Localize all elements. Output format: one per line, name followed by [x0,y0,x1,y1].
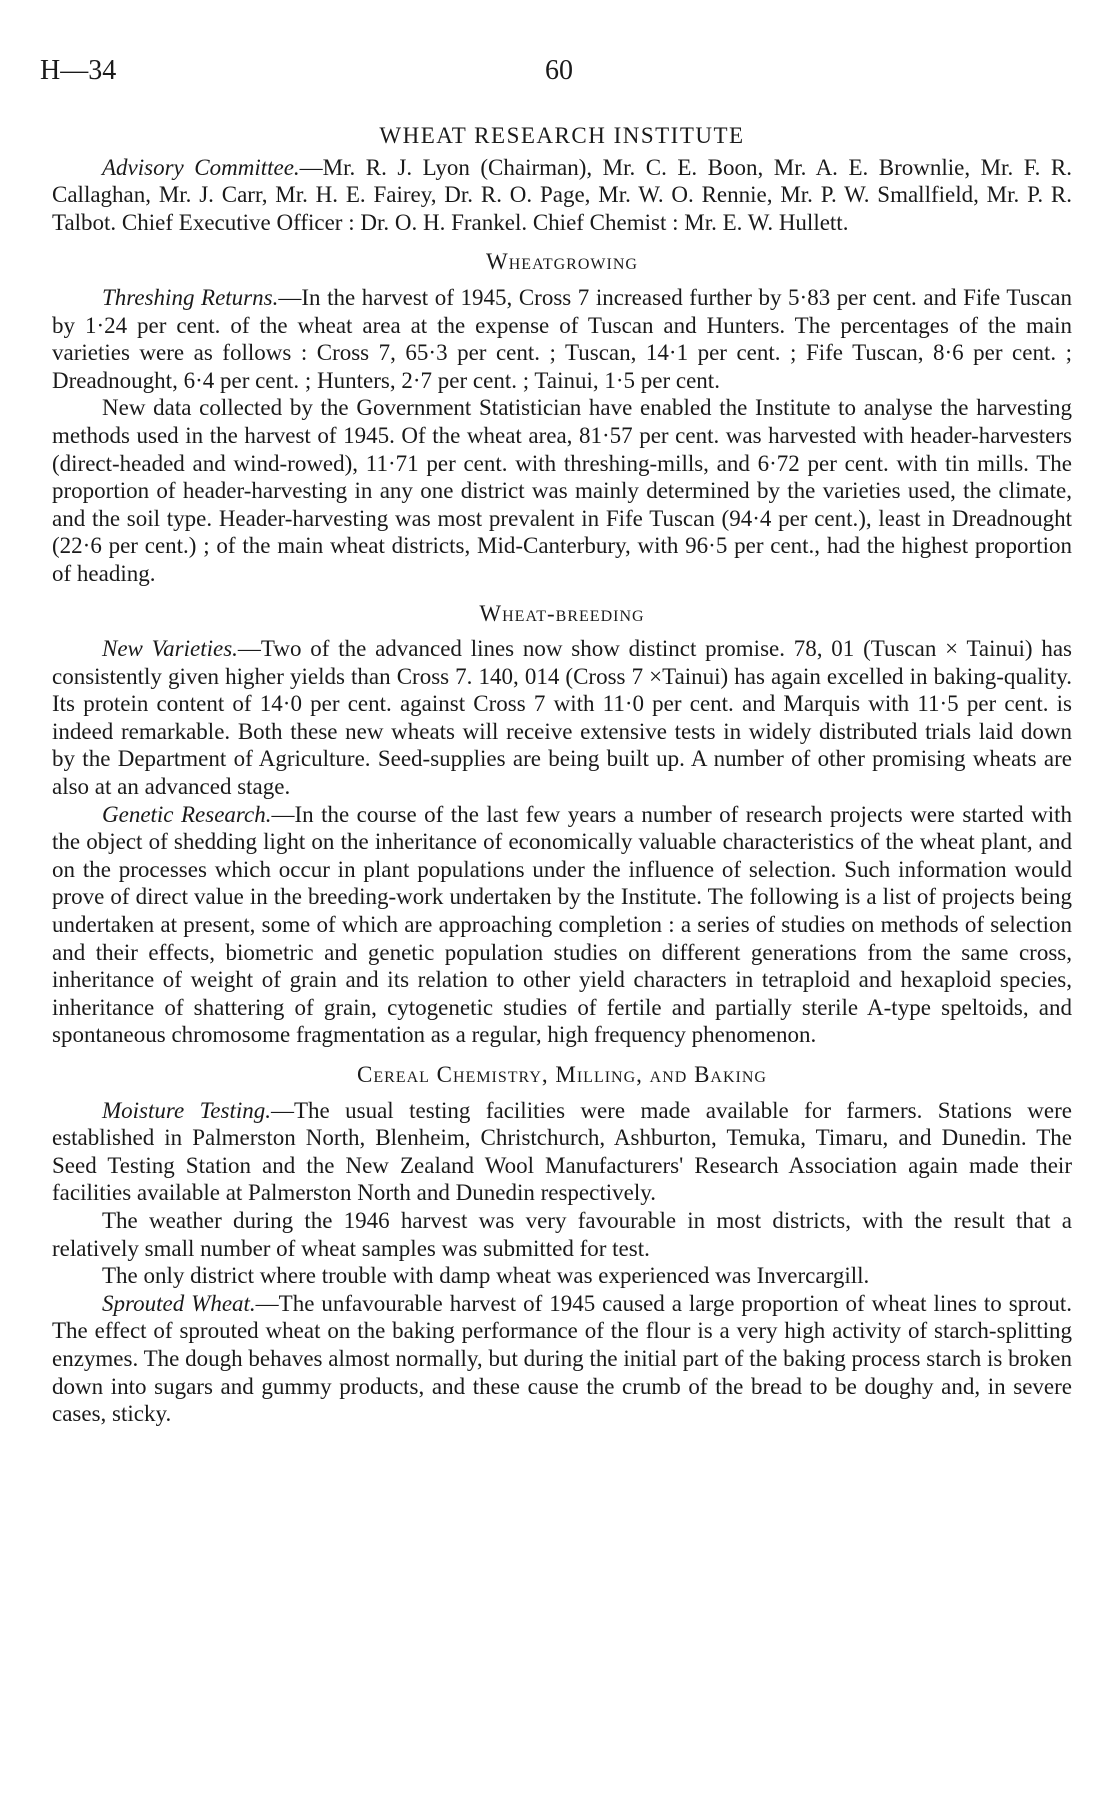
threshing-returns-lead: Threshing Returns. [102,284,279,310]
genetic-research-lead: Genetic Research. [102,801,272,827]
committee-text: —Mr. R. J. Lyon (Chairman), Mr. C. E. Boon, Mr. A. E. Brownlie, Mr. F. R. Callaghan, Mr. J. Carr, Mr. H. E. Fairey, Dr. R. O. Page, Mr. W. O. Rennie, Mr. P. W. Smallfield, Mr. P. R. Talbot. Chief Executive Officer : Dr. O. H. Frankel. Chief Chemist : Mr. E. W. Hullett. [52,154,1072,235]
section-heading-wheatgrowing: Wheatgrowing [486,249,638,275]
committee-paragraph [52,154,1072,237]
genetic-research-text: —In the course of the last few years a number of research projects were started with the object of shedding light on the inheritance of economically valuable characteristics of the wheat plant, and on the processes which occur in plant populations under the influence of selection. Such information would prove of direct value in the breeding-work undertaken by the Institute. The following is a list of projects being undertaken at present, some of which are approaching completion : a series of studies on methods of selection and their effects, biometric and genetic population studies on different generations from the same cross, inheritance of weight of grain and its relation to other yield characters in tetraploid and hexaploid species, inheritance of shattering of grain, cytogenetic studies of fertile and partially sterile A-type speltoids, and spontaneous chromosome fragmentation as a regular, high frequency phenomenon. [52,801,1072,1048]
section-heading-chemistry: Cereal Chemistry, Milling, and Baking [357,1062,767,1087]
harvesting-methods-paragraph: New data collected by the Government Statistician have enabled the Institute to analyse the harvesting methods used in the harvest of 1945. Of the wheat area, 81·57 per cent. was harvested with header-harvesters (direct-headed and wind-rowed), 11·71 per cent. with threshing-mills, and 6·72 per cent. with tin mills. The proportion of header-harvesting in any one district was mainly determined by the varieties used, the climate, and the soil type. Header-harvesting was most prevalent in Fife Tuscan (94·4 per cent.), least in Dreadnought (22·6 per cent.) ; of the main wheat districts, Mid-Canterbury, with 96·5 per cent., had the highest proportion of heading. [52,395,1072,586]
weather-paragraph: The weather during the 1946 harvest was very favourable in most districts, with the result that a relatively small number of wheat samples was submitted for test. [52,1207,1072,1261]
committee-lead: Advisory Committee. [102,154,300,180]
page-header [40,55,1074,95]
moisture-testing-text: —The usual testing facilities were made available for farmers. Stations were established in Palmerston North, Blenheim, Christchurch, Ashburton, Temuka, Timaru, and Dunedin. The Seed Testing Station and the New Zealand Wool Manufacturers' Research Association again made their facilities available at Palmerston North and Dunedin respectively. [52,1097,1072,1206]
document-title: WHEAT RESEARCH INSTITUTE [379,123,745,148]
damp-wheat-paragraph: The only district where trouble with damp wheat was experienced was Invercargill. [102,1263,870,1289]
moisture-testing-paragraph [52,1097,1072,1207]
new-varieties-text: —Two of the advanced lines now show distinct promise. 78, 01 (Tuscan × Tainui) has consistently given higher yields than Cross 7. 140, 014 (Cross 7 ×Tainui) has again excelled in baking-quality. Its protein content of 14·0 per cent. against Cross 7 with 11·0 per cent. and Marquis with 11·5 per cent. is indeed remarkable. Both these new wheats will receive extensive tests in widely distributed trials laid down by the Department of Agriculture. Seed-supplies are being built up. A number of other promising wheats are also at an advanced stage. [52,636,1072,800]
threshing-returns-paragraph [52,284,1072,394]
threshing-returns-text: —In the harvest of 1945, Cross 7 increased further by 5·83 per cent. and Fife Tuscan by 1·24 per cent. of the wheat area at the expense of Tuscan and Hunters. The percentages of the main varieties were as follows : Cross 7, 65·3 per cent. ; Tuscan, 14·1 per cent. ; Fife Tuscan, 8·6 per cent. ; Dreadnought, 6·4 per cent. ; Hunters, 2·7 per cent. ; Tainui, 1·5 per cent. [52,284,1072,393]
section-heading-breeding: Wheat-breeding [479,600,645,626]
sprouted-wheat-paragraph [52,1290,1072,1428]
moisture-testing-lead: Moisture Testing. [102,1097,271,1123]
page-content [52,122,1072,1428]
genetic-research-paragraph [52,801,1072,1049]
new-varieties-paragraph [52,635,1072,801]
new-varieties-lead: New Varieties. [102,636,238,662]
sprouted-wheat-lead: Sprouted Wheat. [102,1290,256,1316]
document-reference: H—34 [40,55,117,86]
sprouted-wheat-text: —The unfavourable harvest of 1945 caused a large proportion of wheat lines to sprout. The effect of sprouted wheat on the baking performance of the flour is a very high activity of starch-splitting enzymes. The dough behaves almost normally, but during the initial part of the baking process starch is broken down into sugars and gummy products, and these cause the crumb of the bread to be doughy and, in severe cases, sticky. [52,1290,1072,1427]
page-number: 60 [545,55,573,86]
